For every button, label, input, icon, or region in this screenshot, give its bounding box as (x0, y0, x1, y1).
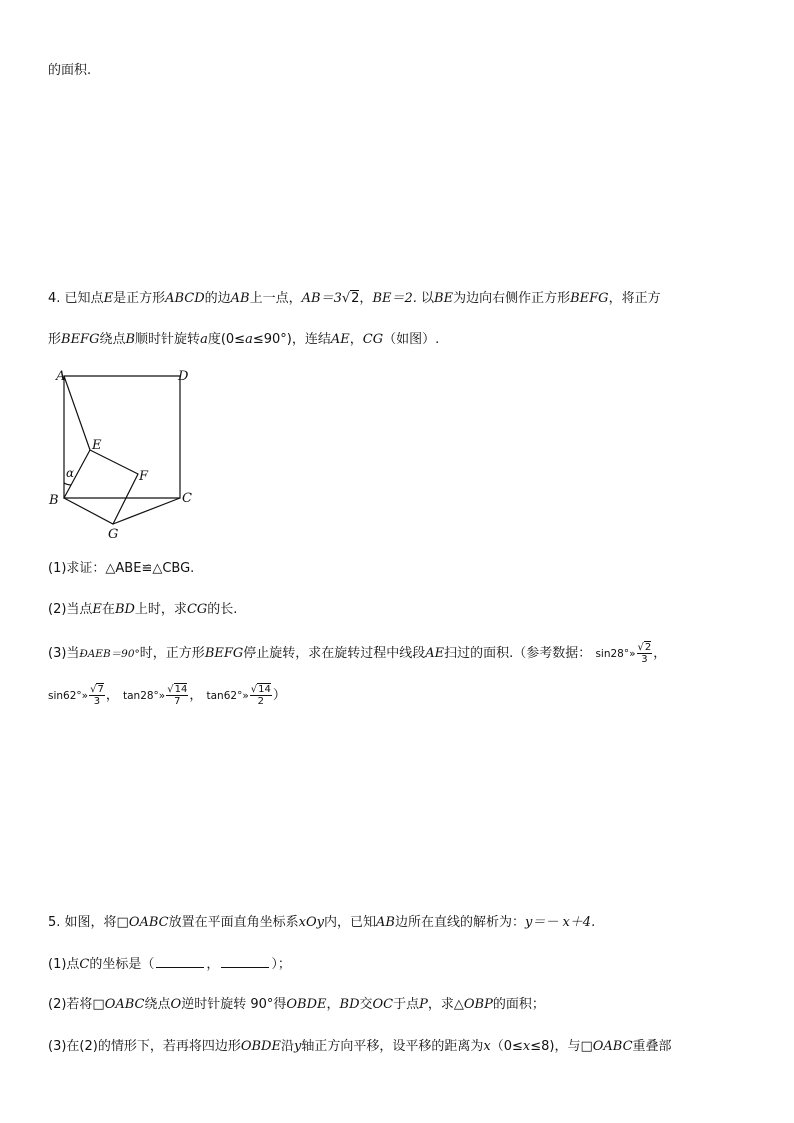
fraction-sin28: $\frac{√2}{3}$ (637, 642, 652, 665)
problem-5-line-1: 5. 如图，将□OABC放置在平面直角坐标系xOy内，已知AB边所在直线的解析为：y＝－ x＋4. (48, 915, 596, 930)
label-c: C (182, 491, 192, 506)
square-abcd (64, 376, 180, 498)
problem-4-question-2: (2)当点E在BD上时，求CG的长. (48, 602, 238, 617)
label-alpha: α (66, 466, 75, 480)
label-a: A (56, 369, 66, 384)
fraction-tan28: $\frac{√14}{7}$ (167, 684, 188, 707)
problem-4-line-1: 4. 已知点E是正方形ABCD的边AB上一点，AB＝3√2，BE＝2. 以BE为边向右侧作正方形BEFG，将正方 (48, 291, 661, 306)
problem-4-reference-data: sin62°» $\frac{√7}{3}$ ， tan28°» $\frac{√14}{7}$ ， tan62°» $\frac{√14}{2}$ ） (48, 684, 286, 707)
problem-4-number: 4. (48, 291, 61, 306)
segment-ae (64, 376, 90, 450)
answer-blank-y[interactable] (221, 955, 269, 968)
square-befg (64, 450, 138, 524)
answer-blank-x[interactable] (156, 955, 204, 968)
problem-5-question-2: (2)若将□OABC绕点O逆时针旋转 90°得OBDE，BD交OC于点P，求△OBP的面积； (48, 997, 545, 1012)
fraction-sin62: $\frac{√7}{3}$ (90, 684, 104, 707)
problem-4-figure (40, 362, 210, 542)
label-g: G (108, 527, 119, 542)
problem-4-question-1: (1)求证：△ABE≌△CBG. (48, 561, 195, 576)
fraction-tan62: $\frac{√14}{2}$ (250, 684, 271, 707)
problem-5-question-3: (3)在(2)的情形下，若再将四边形OBDE沿y轴正方向平移，设平移的距离为x（0≤x≤8)，与□OABC重叠部 (48, 1039, 672, 1054)
label-b: B (49, 493, 59, 508)
problem-4-question-3: (3)当ÐAEB＝90°时，正方形BEFG停止旋转，求在旋转过程中线段AE扫过的面积.（参考数据： sin28°» $\frac{√2}{3}$ ， (48, 642, 667, 665)
angle-alpha-arc (64, 483, 71, 485)
label-d: D (178, 369, 189, 384)
problem-5-number: 5. (48, 915, 61, 930)
label-f: F (139, 469, 149, 484)
label-e: E (92, 438, 102, 453)
previous-problem-fragment: 的面积. (48, 63, 92, 78)
problem-4-line-2: 形BEFG绕点B顺时针旋转a度(0≤a≤90°)，连结AE，CG（如图）. (48, 332, 440, 347)
problem-5-question-1: (1)点C的坐标是（ ， ）； (48, 957, 291, 972)
segment-cg (113, 498, 180, 524)
